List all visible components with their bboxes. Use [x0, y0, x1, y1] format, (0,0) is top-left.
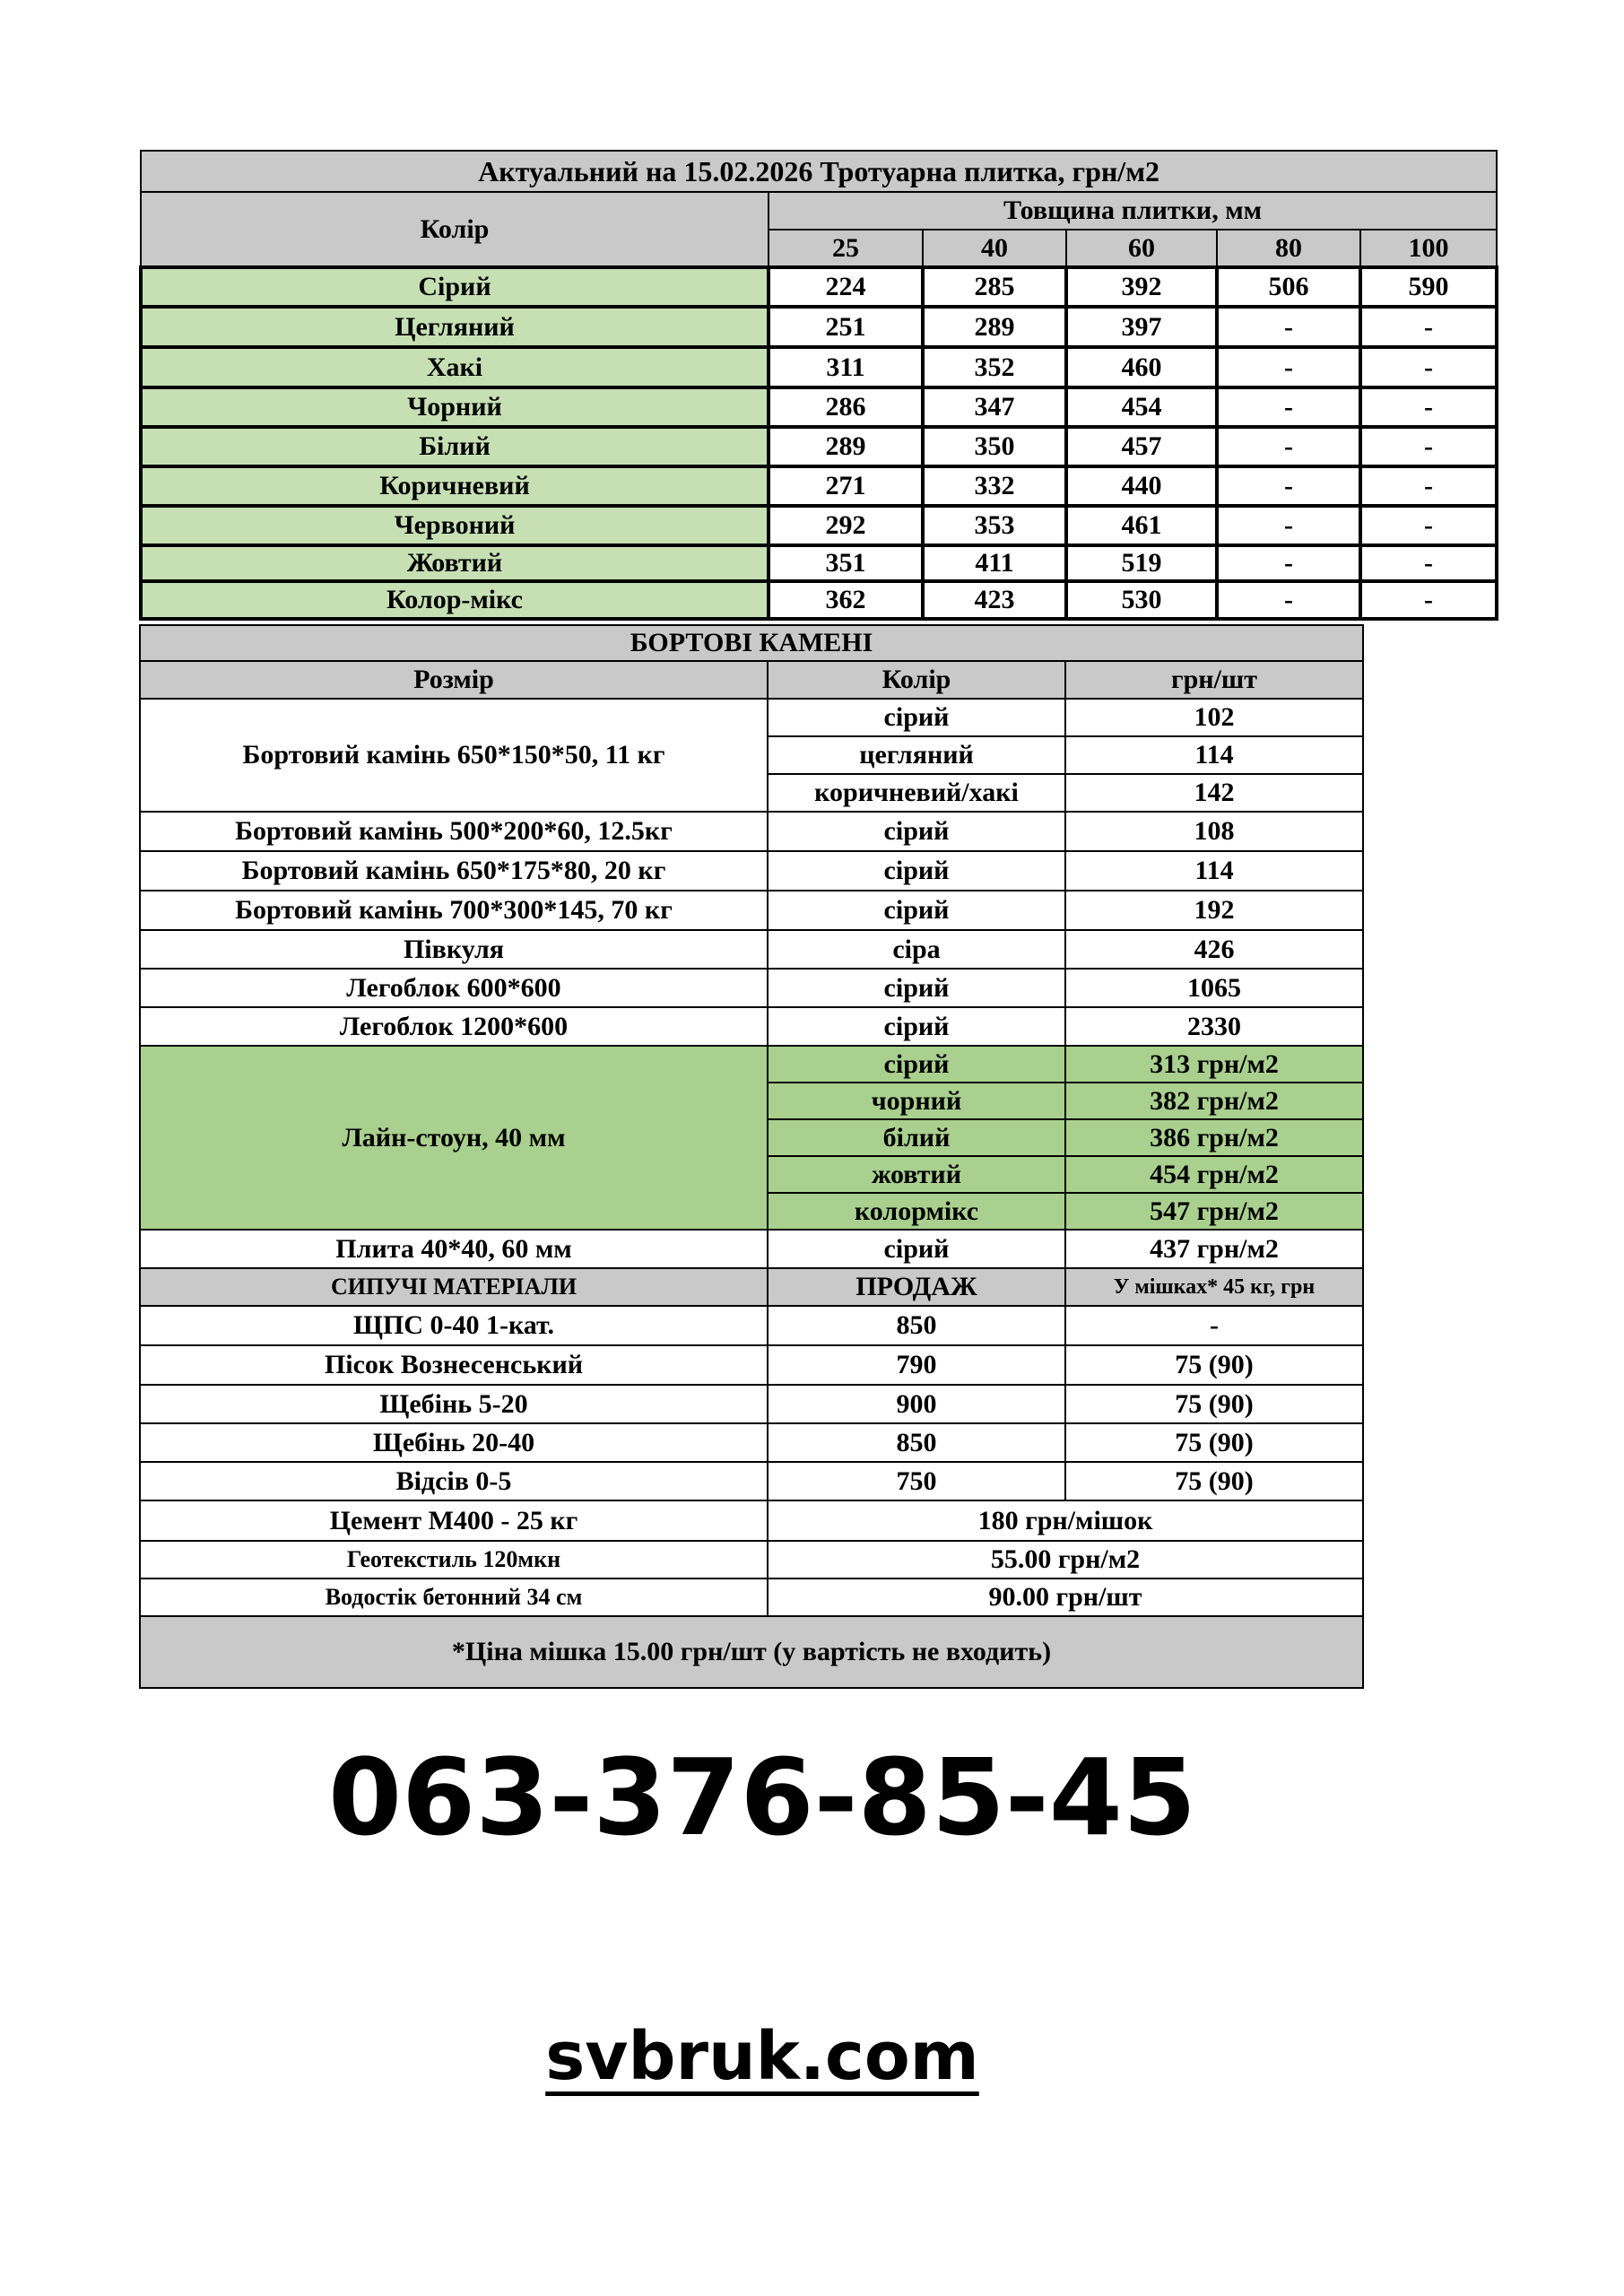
curb-price-header: грн/шт — [1065, 661, 1363, 699]
curb-price: 192 — [1065, 891, 1363, 930]
bulk-name: Пісок Вознесенський — [140, 1345, 768, 1385]
table-row — [140, 1423, 1363, 1462]
table-row — [140, 812, 1363, 851]
tile-price: 285 — [923, 267, 1066, 307]
thickness-80: 80 — [1217, 230, 1360, 267]
tile-price: 392 — [1066, 267, 1217, 307]
bulk-section-title: СИПУЧІ МАТЕРІАЛИ — [140, 1268, 768, 1306]
line-stone-price: 454 грн/м2 — [1065, 1156, 1363, 1193]
curb-color: сірий — [768, 699, 1065, 736]
color-header: Колір — [141, 192, 769, 267]
bulk-bag-price: 75 (90) — [1065, 1423, 1363, 1462]
curb-price: 102 — [1065, 699, 1363, 736]
tile-price: 457 — [1066, 427, 1217, 466]
table-row — [140, 930, 1363, 969]
table-row — [141, 427, 1497, 466]
tile-price: 460 — [1066, 347, 1217, 387]
tile-price: - — [1360, 506, 1497, 545]
bulk-sale-price: 850 — [768, 1306, 1065, 1345]
phone-number: 063-376-85-45 — [328, 1735, 1196, 1859]
line-stone-color: чорний — [768, 1083, 1065, 1119]
website-link[interactable]: svbruk.com — [545, 2018, 979, 2095]
tile-price: 351 — [769, 545, 923, 581]
table-row — [141, 387, 1497, 427]
tile-price: 224 — [769, 267, 923, 307]
tile-color: Хакі — [141, 347, 769, 387]
bulk-name: ЩПС 0-40 1-кат. — [140, 1306, 768, 1345]
bulk-sale-price: 790 — [768, 1345, 1065, 1385]
bag-price-footnote: *Ціна мішка 15.00 грн/шт (у вартість не входить) — [140, 1616, 1363, 1688]
curb-price: 114 — [1065, 851, 1363, 891]
tile-price: 519 — [1066, 545, 1217, 581]
curb-price: 108 — [1065, 812, 1363, 851]
table-row — [141, 267, 1497, 307]
table-row — [140, 1578, 1363, 1616]
tile-price: - — [1217, 427, 1360, 466]
bulk-bag-price: 75 (90) — [1065, 1385, 1363, 1423]
tile-price: - — [1217, 581, 1360, 619]
tile-price: 530 — [1066, 581, 1217, 619]
tile-price: 440 — [1066, 466, 1217, 506]
curb-color: сірий — [768, 812, 1065, 851]
tile-price: 362 — [769, 581, 923, 619]
thickness-100: 100 — [1360, 230, 1497, 267]
tile-price: 289 — [769, 427, 923, 466]
table-row — [140, 1230, 1363, 1268]
table-row — [141, 307, 1497, 347]
tile-price: - — [1360, 545, 1497, 581]
slab-price: 437 грн/м2 — [1065, 1230, 1363, 1268]
tile-price: 454 — [1066, 387, 1217, 427]
tile-price: - — [1360, 466, 1497, 506]
tile-price: - — [1217, 506, 1360, 545]
tile-price: - — [1360, 427, 1497, 466]
bulk-sale-price: 900 — [768, 1385, 1065, 1423]
curb-color: сіра — [768, 930, 1065, 969]
tile-price: 411 — [923, 545, 1066, 581]
line-stone-price: 547 грн/м2 — [1065, 1193, 1363, 1230]
tile-color: Колор-мікс — [141, 581, 769, 619]
curb-name: Бортовий камінь 650*175*80, 20 кг — [140, 851, 768, 891]
table-row — [140, 1500, 1363, 1541]
bag-header: У мішках* 45 кг, грн — [1065, 1268, 1363, 1306]
bulk-sale-price: 850 — [768, 1423, 1065, 1462]
curb-color: цегляний — [768, 736, 1065, 774]
tile-price: 590 — [1360, 267, 1497, 307]
curb-price: 426 — [1065, 930, 1363, 969]
curb-price: 2330 — [1065, 1007, 1363, 1046]
table-row — [140, 1046, 1363, 1083]
bulk-name: Щебінь 5-20 — [140, 1385, 768, 1423]
line-stone-price: 313 грн/м2 — [1065, 1046, 1363, 1083]
table-row — [140, 1385, 1363, 1423]
line-stone-color: колормікс — [768, 1193, 1065, 1230]
extra-price: 90.00 грн/шт — [768, 1578, 1363, 1616]
tile-price: 332 — [923, 466, 1066, 506]
table-row — [140, 1462, 1363, 1500]
tile-price: 347 — [923, 387, 1066, 427]
slab-color: сірий — [768, 1230, 1065, 1268]
thickness-25: 25 — [769, 230, 923, 267]
thickness-header: Товщина плитки, мм — [769, 192, 1497, 230]
tile-color: Червоний — [141, 506, 769, 545]
table-row — [141, 545, 1497, 581]
bulk-name: Відсів 0-5 — [140, 1462, 768, 1500]
tile-price: - — [1217, 466, 1360, 506]
line-stone-name: Лайн-стоун, 40 мм — [140, 1046, 768, 1230]
line-stone-color: жовтий — [768, 1156, 1065, 1193]
table-row — [141, 347, 1497, 387]
thickness-40: 40 — [923, 230, 1066, 267]
table-row — [140, 1007, 1363, 1046]
tile-color: Чорний — [141, 387, 769, 427]
tile-price: - — [1360, 387, 1497, 427]
curb-name: Бортовий камінь 700*300*145, 70 кг — [140, 891, 768, 930]
tile-color: Цегляний — [141, 307, 769, 347]
bulk-name: Щебінь 20-40 — [140, 1423, 768, 1462]
curb-color: сірий — [768, 1007, 1065, 1046]
line-stone-color: білий — [768, 1119, 1065, 1156]
tile-price: 353 — [923, 506, 1066, 545]
curb-price: 114 — [1065, 736, 1363, 774]
tile-price: 350 — [923, 427, 1066, 466]
curb-price: 1065 — [1065, 969, 1363, 1007]
tile-color: Жовтий — [141, 545, 769, 581]
extra-name: Цемент М400 - 25 кг — [140, 1500, 768, 1541]
curb-color-header: Колір — [768, 661, 1065, 699]
curb-color: сірий — [768, 851, 1065, 891]
line-stone-price: 382 грн/м2 — [1065, 1083, 1363, 1119]
sale-header: ПРОДАЖ — [768, 1268, 1065, 1306]
size-header: Розмір — [140, 661, 768, 699]
tile-price: 289 — [923, 307, 1066, 347]
tile-price: 352 — [923, 347, 1066, 387]
thickness-60: 60 — [1066, 230, 1217, 267]
tile-price: - — [1217, 307, 1360, 347]
curb-and-bulk-table — [139, 624, 1364, 1689]
tile-price: - — [1217, 387, 1360, 427]
tile-price: 311 — [769, 347, 923, 387]
bulk-sale-price: 750 — [768, 1462, 1065, 1500]
table-row — [140, 699, 1363, 736]
line-stone-color: сірий — [768, 1046, 1065, 1083]
tile-price: - — [1360, 581, 1497, 619]
curb-price: 142 — [1065, 774, 1363, 812]
curb-name: Півкуля — [140, 930, 768, 969]
tile-color: Сірий — [141, 267, 769, 307]
tile-price: 286 — [769, 387, 923, 427]
website — [0, 2018, 1524, 2095]
table-row — [140, 891, 1363, 930]
bulk-bag-price: 75 (90) — [1065, 1462, 1363, 1500]
tile-table-title: Актуальний на 15.02.2026 Тротуарна плитка, грн/м2 — [141, 151, 1497, 192]
tile-price: - — [1360, 347, 1497, 387]
curbs-section-title: БОРТОВІ КАМЕНІ — [140, 625, 1363, 661]
slab-name: Плита 40*40, 60 мм — [140, 1230, 768, 1268]
table-row — [141, 466, 1497, 506]
tile-price: 461 — [1066, 506, 1217, 545]
table-row — [140, 851, 1363, 891]
extra-price: 180 грн/мішок — [768, 1500, 1363, 1541]
extra-name: Водостік бетонний 34 см — [140, 1578, 768, 1616]
curb-color: сірий — [768, 969, 1065, 1007]
curb-name: Бортовий камінь 650*150*50, 11 кг — [140, 699, 768, 812]
bulk-bag-price: - — [1065, 1306, 1363, 1345]
tile-price: 251 — [769, 307, 923, 347]
curb-name: Бортовий камінь 500*200*60, 12.5кг — [140, 812, 768, 851]
table-row — [140, 969, 1363, 1007]
extra-name: Геотекстиль 120мкн — [140, 1541, 768, 1578]
table-row — [140, 1345, 1363, 1385]
curb-name: Легоблок 600*600 — [140, 969, 768, 1007]
tile-price: 506 — [1217, 267, 1360, 307]
tile-color: Коричневий — [141, 466, 769, 506]
curb-color: коричневий/хакі — [768, 774, 1065, 812]
curb-name: Легоблок 1200*600 — [140, 1007, 768, 1046]
table-row — [140, 1541, 1363, 1578]
curb-color: сірий — [768, 891, 1065, 930]
extra-price: 55.00 грн/м2 — [768, 1541, 1363, 1578]
table-row — [141, 506, 1497, 545]
bulk-bag-price: 75 (90) — [1065, 1345, 1363, 1385]
tile-price-table — [139, 150, 1498, 621]
table-row — [141, 581, 1497, 619]
tile-price: - — [1217, 347, 1360, 387]
tile-price: 271 — [769, 466, 923, 506]
tile-price: 397 — [1066, 307, 1217, 347]
tile-price: - — [1217, 545, 1360, 581]
tile-price: - — [1360, 307, 1497, 347]
table-row — [140, 1306, 1363, 1345]
tile-color: Білий — [141, 427, 769, 466]
tile-price: 423 — [923, 581, 1066, 619]
tile-price: 292 — [769, 506, 923, 545]
line-stone-price: 386 грн/м2 — [1065, 1119, 1363, 1156]
